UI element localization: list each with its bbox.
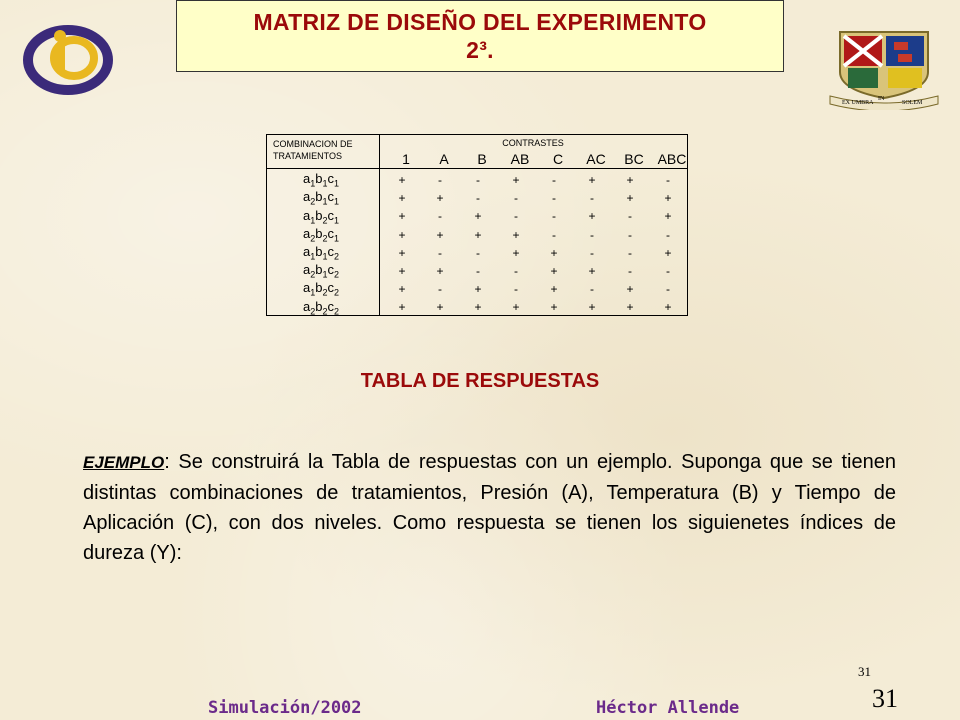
contrast-sign: - (628, 245, 632, 260)
contrast-sign: - (590, 227, 594, 242)
contrast-sign: + (436, 191, 444, 206)
contrast-sign: + (664, 245, 672, 260)
contrast-sign: + (550, 245, 558, 260)
page-number: 31 (872, 684, 898, 713)
contrast-matrix-table (266, 134, 688, 316)
contrast-sign: + (398, 227, 406, 242)
motto-right: SOLEM (902, 100, 923, 106)
contrast-sign: + (474, 282, 482, 297)
treatment-combination-header: COMBINACION DE TRATAMIENTOS (273, 139, 353, 161)
contrast-sign: - (438, 245, 442, 260)
contrast-sign: + (474, 209, 482, 224)
column-header: AC (586, 151, 606, 167)
table-body (267, 171, 687, 317)
example-paragraph (83, 447, 896, 568)
contrast-column-headers (387, 151, 691, 167)
contrast-sign: - (552, 209, 556, 224)
id-logo (22, 20, 114, 98)
contrast-sign: + (436, 264, 444, 279)
contrast-sign: + (512, 227, 520, 242)
contrast-sign: + (512, 300, 520, 315)
contrast-sign: - (514, 282, 518, 297)
treatment-combination: $a_2b_1c_2$ (302, 262, 339, 280)
contrast-sign: - (476, 173, 480, 188)
contrast-sign: + (436, 227, 444, 242)
contrast-sign: - (552, 173, 556, 188)
contrast-sign: + (512, 245, 520, 260)
contrast-sign: - (514, 191, 518, 206)
treatment-combination: $a_1b_2c_1$ (302, 207, 339, 226)
slide-title (176, 0, 784, 72)
contrast-sign: + (626, 173, 634, 188)
table-row (267, 226, 687, 244)
contrast-sign: + (398, 173, 406, 188)
table-row (267, 189, 687, 207)
example-label: EJEMPLO (83, 453, 165, 472)
title-line-1: MATRIZ DE DISEÑO DEL EXPERIMENTO (253, 9, 707, 35)
table-row (267, 298, 687, 316)
contrasts-header: CONTRASTES (502, 138, 564, 148)
contrast-sign: - (666, 282, 670, 297)
contrast-sign: + (664, 191, 672, 206)
motto-left: EX UMBRA (842, 100, 874, 106)
contrast-sign: + (474, 300, 482, 315)
column-header: B (477, 151, 487, 167)
table-row (267, 244, 687, 262)
contrast-sign: + (664, 209, 672, 224)
table-row (267, 171, 687, 189)
contrast-sign: + (436, 300, 444, 315)
contrast-sign: - (666, 227, 670, 242)
contrast-sign: + (398, 300, 406, 315)
contrast-sign: + (398, 282, 406, 297)
contrast-sign: + (664, 300, 672, 315)
column-header: BC (624, 151, 644, 167)
contrast-sign: - (628, 209, 632, 224)
contrast-sign: + (398, 264, 406, 279)
contrast-sign: - (438, 209, 442, 224)
column-header: 1 (402, 151, 410, 167)
contrast-sign: - (590, 245, 594, 260)
contrast-sign: + (550, 282, 558, 297)
contrast-sign: - (666, 264, 670, 279)
contrast-sign: - (590, 282, 594, 297)
contrast-sign: + (626, 191, 634, 206)
contrast-sign: - (628, 264, 632, 279)
contrast-sign: + (398, 209, 406, 224)
contrast-sign: - (438, 173, 442, 188)
contrast-sign: - (590, 191, 594, 206)
column-header: AB (510, 151, 530, 167)
example-text: : Se construirá la Tabla de respuestas con un ejemplo. Suponga que se tienen distintas combinaciones de tratamientos, Presión (A), Temperatura (B) y Tiempo de Aplicación (C), con dos niveles. Como respuesta se tienen los siguienetes índices de dureza (Y): (83, 451, 896, 564)
treatment-combination: $a_1b_1c_1$ (302, 171, 339, 189)
contrast-sign: + (588, 264, 596, 279)
university-coat-of-arms (828, 28, 940, 110)
contrast-sign: - (552, 227, 556, 242)
contrast-sign: - (628, 227, 632, 242)
column-header: ABC (657, 151, 687, 167)
title-line-2: 2³. (466, 37, 494, 63)
contrast-sign: + (588, 173, 596, 188)
contrast-sign: + (588, 300, 596, 315)
treatment-combination: $a_2b_1c_1$ (302, 189, 339, 208)
treatment-combination: $a_1b_2c_2$ (302, 280, 339, 299)
contrast-sign: - (552, 191, 556, 206)
footer-author: Héctor Allende (596, 698, 740, 718)
contrast-sign: + (398, 191, 406, 206)
table-row (267, 262, 687, 280)
contrast-sign: - (476, 264, 480, 279)
treatment-combination: $a_1b_1c_2$ (302, 244, 339, 262)
section-subtitle: TABLA DE RESPUESTAS (360, 370, 600, 392)
treatment-combination: $a_2b_2c_2$ (302, 298, 339, 317)
treatment-combination: $a_2b_2c_1$ (302, 225, 339, 244)
contrast-sign: + (512, 173, 520, 188)
contrast-sign: + (550, 264, 558, 279)
contrast-sign: + (550, 300, 558, 315)
table-divider-horizontal (267, 168, 687, 169)
contrast-sign: - (476, 191, 480, 206)
contrast-sign: - (476, 245, 480, 260)
column-header: C (552, 151, 564, 167)
page-number-small: 31 (858, 664, 871, 679)
column-header: A (439, 151, 449, 167)
contrast-sign: - (514, 264, 518, 279)
contrast-sign: + (398, 245, 406, 260)
contrast-sign: + (626, 282, 634, 297)
contrast-sign: - (438, 282, 442, 297)
contrast-sign: - (514, 209, 518, 224)
table-row (267, 280, 687, 298)
contrast-sign: - (666, 173, 670, 188)
contrast-sign: + (588, 209, 596, 224)
contrast-sign: + (626, 300, 634, 315)
table-row (267, 207, 687, 225)
motto-center: IN (878, 96, 885, 102)
contrast-sign: + (474, 227, 482, 242)
footer-course: Simulación/2002 (208, 698, 362, 718)
